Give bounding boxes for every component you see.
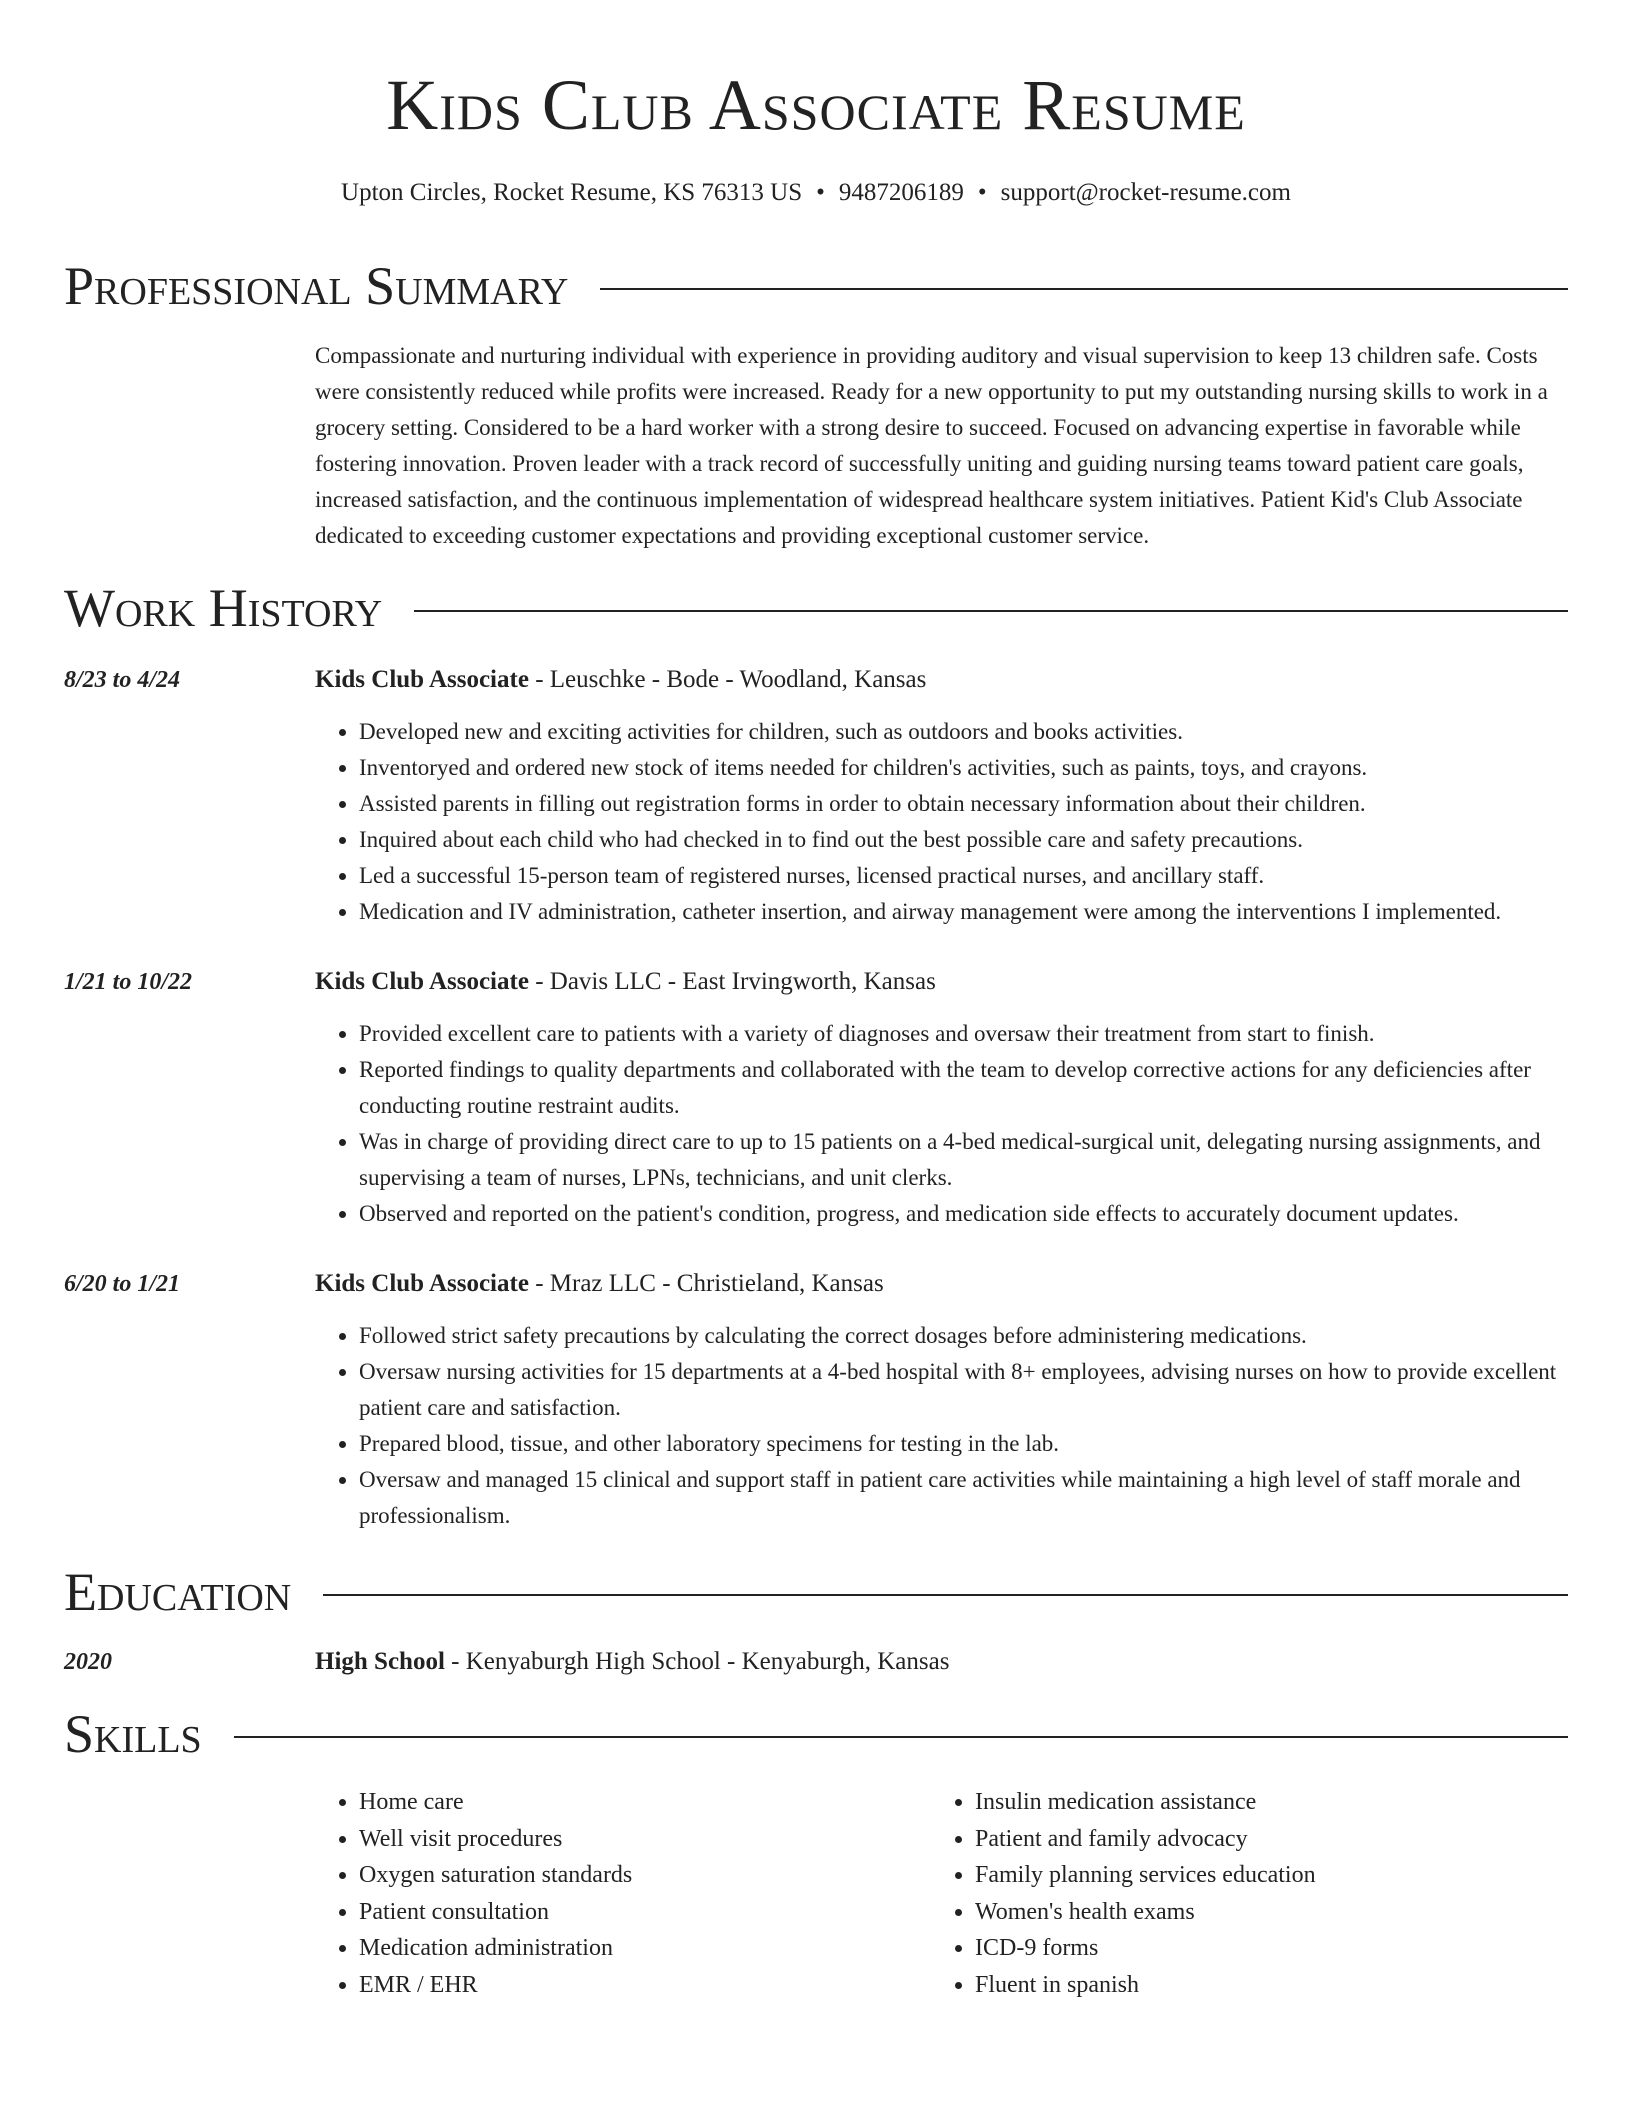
list-item: • Reported findings to quality departments and collaborated with the team to develop corrective actions for any deficiencies after conducting routine restraint audits. bbox=[359, 1052, 1568, 1124]
skill-item: • Patient and family advocacy bbox=[975, 1821, 1547, 1858]
job-dates: 8/23 to 4/24 bbox=[64, 667, 181, 693]
section-divider bbox=[600, 288, 1568, 290]
section-divider bbox=[414, 610, 1568, 612]
list-item: • Observed and reported on the patient's condition, progress, and medication side effects to accurately document updates. bbox=[359, 1196, 1568, 1232]
list-item: • Was in charge of providing direct care to up to 15 patients on a 4-bed medical-surgical unit, delegating nursing assignments, and supervising a team of nurses, LPNs, technicians, and unit clerks. bbox=[359, 1124, 1568, 1196]
email: support@rocket-resume.com bbox=[1000, 179, 1291, 206]
job-body bbox=[315, 1266, 1568, 1534]
job-title: Kids Club Associate bbox=[315, 968, 529, 995]
skills-column-right bbox=[931, 1784, 1547, 2003]
section-divider bbox=[323, 1594, 1568, 1596]
list-item: • Provided excellent care to patients with a variety of diagnoses and oversaw their treatment from start to finish. bbox=[359, 1016, 1568, 1052]
work-section-header bbox=[64, 576, 1568, 640]
education-section-header bbox=[64, 1560, 1568, 1624]
skill-item: • Oxygen saturation standards bbox=[359, 1857, 931, 1894]
list-item: • Inventoryed and ordered new stock of items needed for children's activities, such as paints, toys, and crayons. bbox=[359, 750, 1568, 786]
phone: 9487206189 bbox=[838, 179, 964, 206]
separator: • bbox=[816, 179, 825, 206]
resume-page bbox=[64, 0, 1568, 2003]
resume-title: Kids Club Associate Resume bbox=[386, 65, 1246, 145]
job-company: - Leuschke - Bode - Woodland, Kansas bbox=[528, 666, 927, 693]
skills-heading: Skills bbox=[64, 1704, 202, 1764]
skills-column-left bbox=[315, 1784, 931, 2003]
job-title-line bbox=[315, 1266, 1568, 1302]
job-body bbox=[315, 662, 1568, 930]
job-list bbox=[64, 662, 1568, 1534]
skill-item: • Family planning services education bbox=[975, 1857, 1547, 1894]
list-item: • Oversaw nursing activities for 15 departments at a 4-bed hospital with 8+ employees, advising nurses on how to provide excellent patient care and satisfaction. bbox=[359, 1354, 1568, 1426]
job-title-line bbox=[315, 662, 1568, 698]
contact-line bbox=[64, 176, 1568, 210]
list-item: • Oversaw and managed 15 clinical and support staff in patient care activities while maintaining a high level of staff morale and professionalism. bbox=[359, 1462, 1568, 1534]
job-title: Kids Club Associate bbox=[315, 666, 529, 693]
list-item: • Prepared blood, tissue, and other laboratory specimens for testing in the lab. bbox=[359, 1426, 1568, 1462]
job-dates: 1/21 to 10/22 bbox=[64, 969, 193, 995]
summary-text: Compassionate and nurturing individual with experience in providing auditory and visual supervision to keep 13 children safe. Costs were consistently reduced while profits were increased. Ready for a new opportunity to put my outstanding nursing skills to work in a grocery setting. Considered to be a hard worker with a strong desire to succeed. Focused on advancing expertise in favorable while fostering innovation. Proven leader with a track record of successfully uniting and guiding nursing teams toward patient care goals, increased satisfaction, and the continuous implementation of widespread healthcare system initiatives. Patient Kid's Club Associate dedicated to exceeding customer expectations and providing exceptional customer service. bbox=[315, 343, 1548, 548]
list-item: • Medication and IV administration, catheter insertion, and airway management were among the interventions I implemented. bbox=[359, 894, 1568, 930]
job-entry bbox=[64, 964, 1568, 1232]
education-heading: Education bbox=[64, 1562, 292, 1622]
job-entry bbox=[64, 662, 1568, 930]
skill-item: • ICD-9 forms bbox=[975, 1930, 1547, 1967]
summary-heading: Professional Summary bbox=[64, 256, 569, 316]
skill-item: • Insulin medication assistance bbox=[975, 1784, 1547, 1821]
skill-item: • Fluent in spanish bbox=[975, 1967, 1547, 2004]
skill-item: • EMR / EHR bbox=[359, 1967, 931, 2004]
skill-item: • Women's health exams bbox=[975, 1894, 1547, 1931]
education-year: 2020 bbox=[64, 1649, 112, 1675]
skills-list bbox=[315, 1784, 1568, 2003]
list-item: • Inquired about each child who had checked in to find out the best possible care and safety precautions. bbox=[359, 822, 1568, 858]
list-item: • Followed strict safety precautions by calculating the correct dosages before administering medications. bbox=[359, 1318, 1568, 1354]
education-entry bbox=[64, 1644, 1568, 1680]
job-title-line bbox=[315, 964, 1568, 1000]
list-item: • Developed new and exciting activities for children, such as outdoors and books activities. bbox=[359, 714, 1568, 750]
job-bullets bbox=[315, 1318, 1568, 1534]
separator: • bbox=[977, 179, 987, 206]
school: - Kenyaburgh High School - Kenyaburgh, Kansas bbox=[444, 1648, 950, 1675]
education-line bbox=[315, 1644, 949, 1680]
job-body bbox=[315, 964, 1568, 1232]
skills-section-header bbox=[64, 1702, 1568, 1766]
skill-item: • Home care bbox=[359, 1784, 931, 1821]
list-item: • Assisted parents in filling out registration forms in order to obtain necessary information about their children. bbox=[359, 786, 1568, 822]
skill-item: • Patient consultation bbox=[359, 1894, 931, 1931]
job-title: Kids Club Associate bbox=[315, 1270, 529, 1297]
section-divider bbox=[234, 1736, 1568, 1738]
job-company: - Mraz LLC - Christieland, Kansas bbox=[528, 1270, 884, 1297]
degree: High School bbox=[315, 1648, 445, 1675]
skill-item: • Well visit procedures bbox=[359, 1821, 931, 1858]
job-bullets bbox=[315, 714, 1568, 930]
job-bullets bbox=[315, 1016, 1568, 1232]
job-dates: 6/20 to 1/21 bbox=[64, 1271, 181, 1297]
job-company: - Davis LLC - East Irvingworth, Kansas bbox=[528, 968, 936, 995]
list-item: • Led a successful 15-person team of registered nurses, licensed practical nurses, and ancillary staff. bbox=[359, 858, 1568, 894]
job-entry bbox=[64, 1266, 1568, 1534]
address: Upton Circles, Rocket Resume, KS 76313 US bbox=[341, 179, 803, 206]
summary-section-header bbox=[64, 254, 1568, 318]
skill-item: • Medication administration bbox=[359, 1930, 931, 1967]
work-heading: Work History bbox=[64, 578, 383, 638]
